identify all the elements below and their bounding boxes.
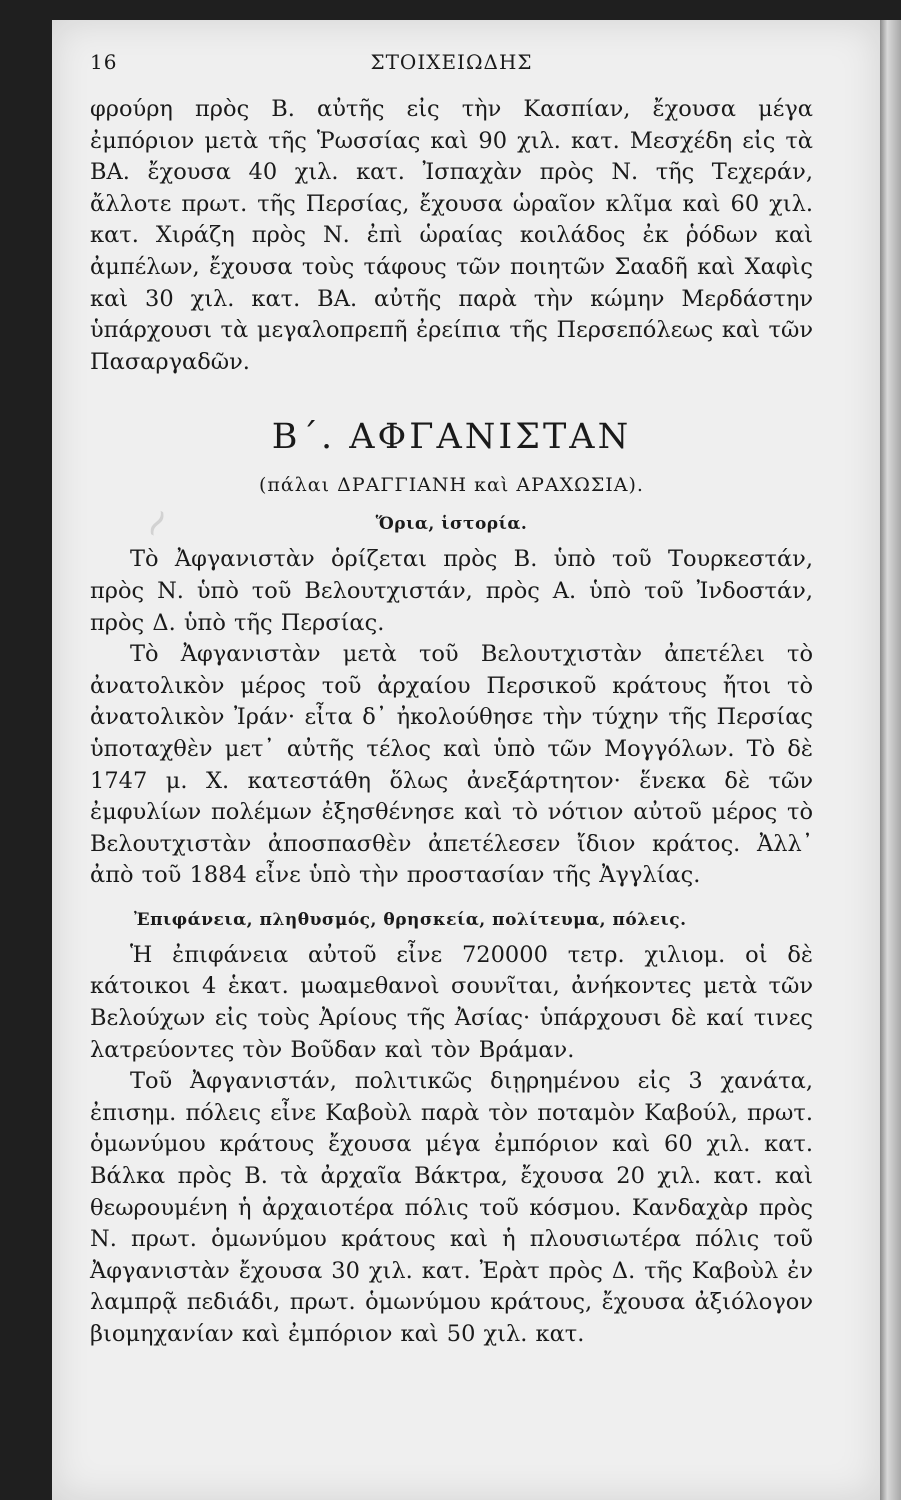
paragraph-history: Τὸ Ἀφγανιστὰν μετὰ τοῦ Βελουτχιστὰν ἀπετέλει τὸ ἀνατολικὸν μέρος τοῦ ἀρχαίου Περσικοῦ κράτους ἤτοι τὸ ἀνατολικὸν Ἰράν· εἶτα δ᾽ ἠκολούθησε τὴν τύχην τῆς Περσίας ὑποταχθὲν μετ᾽ αὐτῆς τέλος καὶ ὑπὸ τῶν Μογγόλων. Τὸ δὲ 1747 μ. Χ. κατεστάθη ὅλως ἀνεξάρτητον· ἕνεκα δὲ τῶν ἐμφυλίων πολέμων ἐξησθένησε καὶ τὸ νότιον αὐτοῦ μέρος τὸ Βελουτχιστὰν ἀποσπασθὲν ἀπετέλεσεν ἴδιον κράτος. Ἀλλ᾽ ἀπὸ τοῦ 1884 εἶνε ὑπὸ τὴν προστασίαν τῆς Ἀγγλίας. — [90, 641, 813, 889]
paragraph-borders: Τὸ Ἀφγανιστὰν ὁρίζεται πρὸς Β. ὑπὸ τοῦ Τουρκεστάν, πρὸς Ν. ὑπὸ τοῦ Βελουτχιστάν, πρὸς Α. ὑπὸ τοῦ Ἰνδοστάν, πρὸς Δ. ὑπὸ τῆς Περσίας. — [90, 546, 813, 636]
page-number: 16 — [90, 50, 118, 74]
chapter-subtitle: (πάλαι ΔΡΑΓΓΙΑΝΗ καὶ ΑΡΑΧΩΣΙΑ). — [259, 474, 644, 497]
running-title: ΣΤΟΙΧΕΙΩΔΗΣ — [370, 50, 533, 74]
running-head — [90, 50, 813, 84]
section-heading-surface-population: Ἐπιφάνεια, πληθυσμός, θρησκεία, πολίτευμα, πόλεις. — [134, 909, 687, 930]
intro-paragraph: φρούρη πρὸς Β. αὐτῆς εἰς τὴν Κασπίαν, ἔχουσα μέγα ἐμπόριον μετὰ τῆς Ῥωσσίας καὶ 90 χιλ. κατ. Μεσχέδη εἰς τὰ ΒΑ. ἔχουσα 40 χιλ. κατ. Ἰσπαχὰν πρὸς Ν. τῆς Τεχεράν, ἄλλοτε πρωτ. τῆς Περσίας, ἔχουσα ὡραῖον κλῖμα καὶ 60 χιλ. κατ. Χιράζη πρὸς Ν. ἐπὶ ὡραίας κοιλάδος ἐκ ῥόδων καὶ ἀμπέλων, ἔχουσα τοὺς τάφους τῶν ποιητῶν Σααδῆ καὶ Χαφὶς καὶ 30 χιλ. κατ. ΒΑ. αὐτῆς παρὰ τὴν κώμην Μερδάστην ὑπάρχουσι τὰ μεγαλοπρεπῆ ἐρείπια τῆς Περσεπόλεως καὶ τῶν Πασαργαδῶν. — [90, 96, 813, 375]
paragraph-surface: Ἡ ἐπιφάνεια αὐτοῦ εἶνε 720000 τετρ. χιλιομ. οἱ δὲ κάτοικοι 4 ἑκατ. μωαμεθανοὶ σουνῖται, ἀνήκοντες μετὰ τῶν Βελούχων εἰς τοὺς Ἀρίους τῆς Ἀσίας· ὑπάρχουσι δὲ καί τινες λατρεύοντες τὸν Βοῦδαν καὶ τὸν Βράμαν. — [90, 941, 813, 1063]
page-edge — [880, 20, 901, 1500]
paragraph-cities: Τοῦ Ἀφγανιστάν, πολιτικῶς διῃρημένου εἰς 3 χανάτα, ἐπισημ. πόλεις εἶνε Καβοὺλ παρὰ τὸν ποταμὸν Καβούλ, πρωτ. ὁμωνύμου κράτους ἔχουσα μέγα ἐμπόριον καὶ 60 χιλ. κατ. Βάλκα πρὸς Β. τὰ ἀρχαῖα Βάκτρα, ἔχουσα 20 χιλ. κατ. καὶ θεωρουμένη ἡ ἀρχαιοτέρα πόλις τοῦ κόσμου. Κανδαχὰρ πρὸς Ν. πρωτ. ὁμωνύμου κράτους καὶ ἡ πλουσιωτέρα πόλις τοῦ Ἀφγανιστὰν ἔχουσα 30 χιλ. κατ. Ἐρὰτ πρὸς Δ. τῆς Καβοὺλ ἐν λαμπρᾷ πεδιάδι, πρωτ. ὁμωνύμου κράτους, ἔχουσα ἀξιόλογον βιομηχανίαν καὶ ἐμπόριον καὶ 50 χιλ. κατ. — [90, 1068, 813, 1347]
page-content — [90, 50, 813, 1351]
section-heading-borders-history: Ὅρια, ἱστορία. — [375, 514, 528, 535]
chapter-title: Β΄. ΑΦΓΑΝΙΣΤΑΝ — [271, 417, 632, 458]
pencil-marginalia: ~ — [128, 496, 186, 550]
